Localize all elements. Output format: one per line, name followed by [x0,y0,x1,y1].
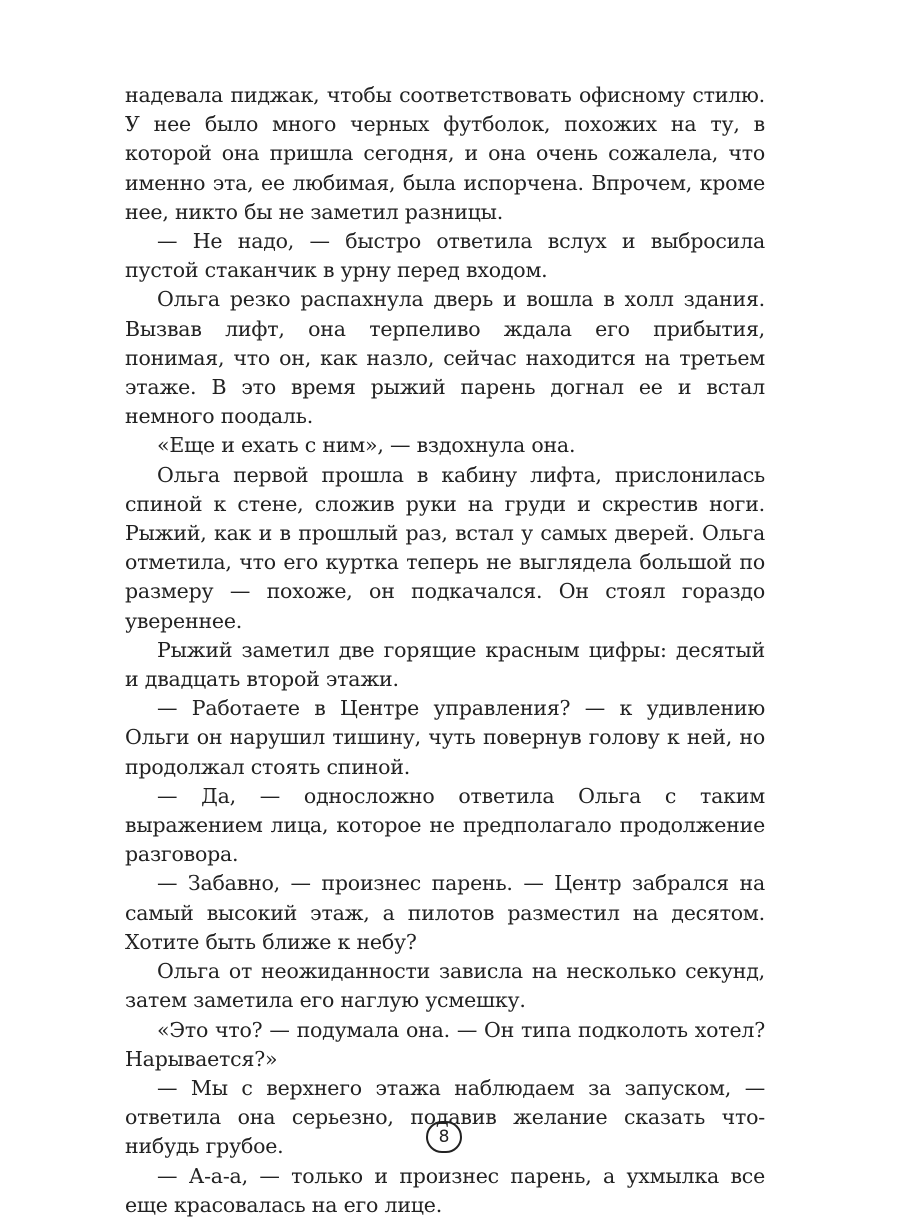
paragraph: Ольга резко распахнула дверь и вошла в холл здания. Вызвав лифт, она терпеливо ждала его прибытия, понимая, что он, как назло, сейчас находится на третьем этаже. В это время рыжий парень догнал ее и встал немного поодаль. [125,287,765,429]
page-number: 8 [426,1121,462,1153]
paragraph: — Мы с верхнего этажа наблюдаем за запуском, — ответила она серьезно, подавив желание сказать что-нибудь грубое. [125,1075,765,1159]
paragraph: — А-а-а, — только и произнес парень, а ухмылка все еще красовалась на его лице. [125,1163,765,1217]
paragraph: — Работаете в Центре управления? — к удивлению Ольги он нарушил тишину, чуть повернув голову к ней, но продолжал стоять спиной. [125,696,765,779]
paragraph: «Еще и ехать с ним», — вздохнула она. [157,433,576,458]
paragraph: — Забавно, — произнес парень. — Центр забрался на самый высокий этаж, а пилотов разместил на десятом. Хотите быть ближе к небу? [125,871,765,954]
paragraph: Рыжий заметил две горящие красным цифры: десятый и двадцать второй этажи. [125,637,765,692]
paragraph: — Не надо, — быстро ответила вслух и выбросила пустой стаканчик в урну перед входом. [125,229,765,283]
page-text [125,81,765,1220]
paragraph: — Да, — односложно ответила Ольга с таким выражением лица, которое не предполагало продолжение разговора. [125,783,765,867]
paragraph: надевала пиджак, чтобы соответствовать офисному стилю. У нее было много черных футболок, похожих на ту, в которой она пришла сегодня, и она очень сожалела, что именно эта, ее любимая, была испорчена. Впрочем, кроме нее, никто бы не заметил разницы. [125,83,765,224]
paragraph: Ольга первой прошла в кабину лифта, прислонилась спиной к стене, сложив руки на груди и скрестив ноги. Рыжий, как и в прошлый раз, встал у самых дверей. Ольга отметила, что его куртка теперь не выглядела большой по размеру — похоже, он подкачался. Он стоял гораздо увереннее. [125,462,765,633]
paragraph: Ольга от неожиданности зависла на несколько секунд, затем заметила его наглую усмешку. [125,959,765,1013]
paragraph: «Это что? — подумала она. — Он типа подколоть хотел? Нарывается?» [125,1017,765,1071]
